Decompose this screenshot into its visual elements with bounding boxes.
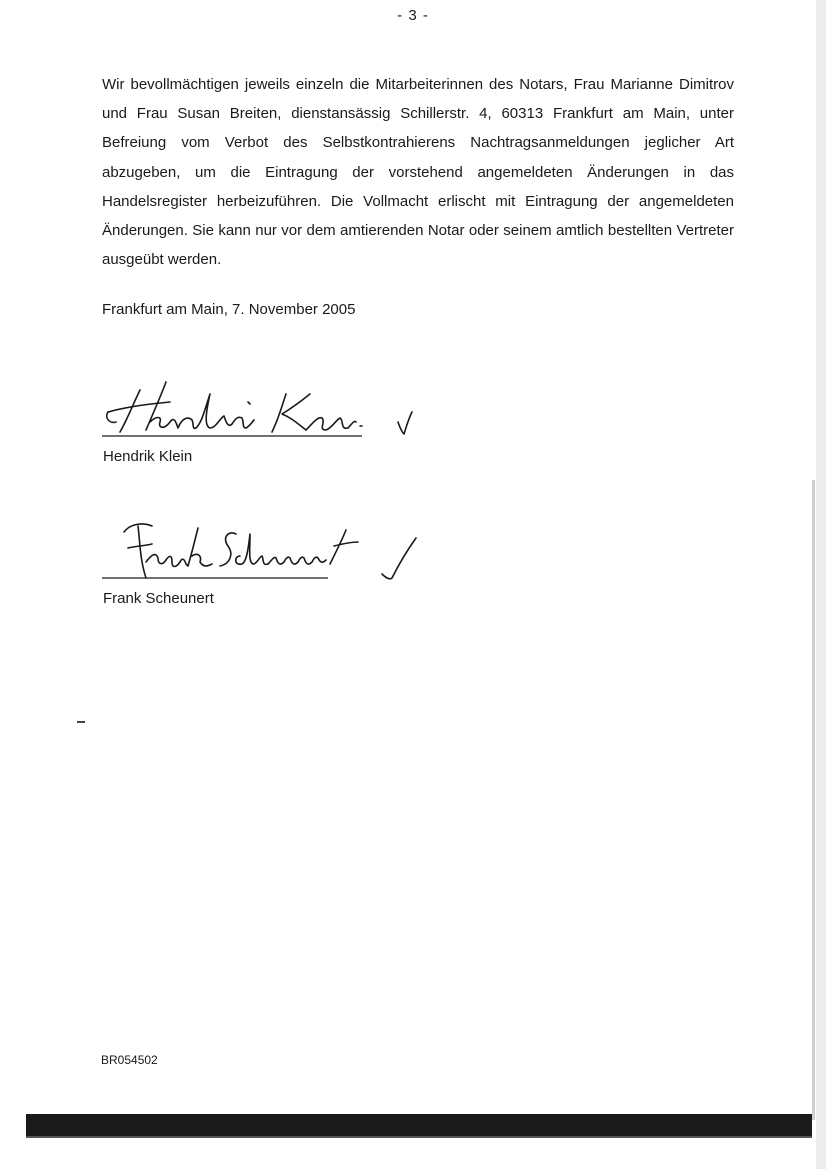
document-reference: BR054502: [101, 1053, 158, 1067]
signature-block-1: [100, 372, 430, 442]
signature-hendrik-klein: [100, 372, 430, 442]
scan-edge-shadow: [812, 480, 815, 1120]
signature-frank-scheunert: [100, 512, 430, 587]
body-paragraph: Wir bevollmächtigen jeweils einzeln die Mitarbeiterinnen des Notars, Frau Marianne Dimitrov und Frau Susan Breiten, dienstansässig Schillerstr. 4, 60313 Frankfurt am Main, unter Befreiung vom Verbot des Selbstkontrahierens Nachtragsanmeldungen jeglicher Art abzugeben, um die Eintragung der vorstehend angemeldeten Änderungen in das Handelsregister herbeizuführen. Die Vollmacht erlischt mit Eintragung der angemeldeten Änderungen. Sie kann nur vor dem amtierenden Notar oder seinem amtlich bestellten Vertreter ausgeübt werden.: [102, 76, 734, 269]
signatory-name-2: Frank Scheunert: [103, 590, 214, 607]
page-number: - 3 -: [397, 7, 429, 24]
place-and-date: Frankfurt am Main, 7. November 2005: [102, 301, 356, 318]
signature-block-2: [100, 512, 430, 587]
signatory-name-1: Hendrik Klein: [103, 448, 193, 465]
scan-edge-outer: [816, 0, 826, 1169]
scan-artifact-line: [26, 1136, 812, 1138]
scan-artifact-bar: [26, 1114, 812, 1136]
margin-mark: [77, 721, 85, 723]
